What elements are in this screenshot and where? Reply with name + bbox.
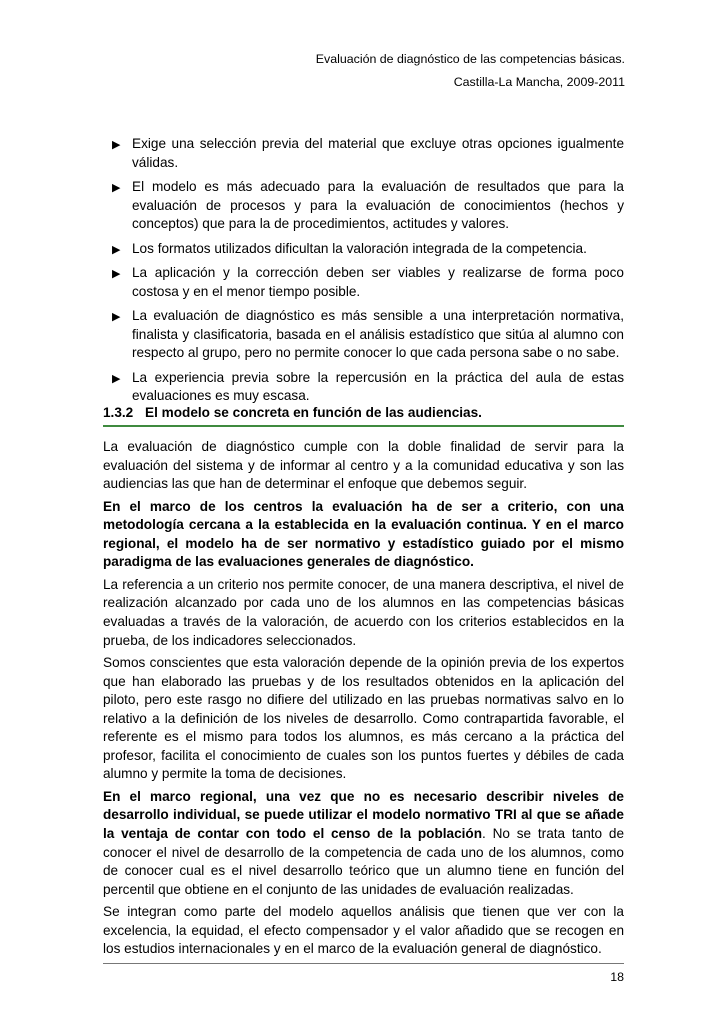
list-item [112, 240, 624, 259]
section-number: 1.3.2 [103, 405, 134, 420]
regular-text: . No se trata tanto de conocer el nivel de desarrollo de la competencia de cada uno de los alumnos, como de conocer cual es el nivel desarrollo teórico que un alumno tiene en función del percentil que obtiene en el conjunto de las unidades de evaluación realizadas. [103, 826, 625, 897]
footer-divider [103, 963, 624, 964]
list-item [112, 178, 624, 234]
list-item-text: Exige una selección previa del material que excluye otras opciones igualmente válidas. [132, 136, 624, 170]
list-item [112, 369, 624, 406]
list-item [112, 135, 624, 172]
list-item-text: La evaluación de diagnóstico es más sensible a una interpretación normativa, finalista y clasificatoria, basada en el análisis estadístico que sitúa al alumno con respecto al grupo, pero no permite conocer lo que cada persona sabe o no sabe. [132, 307, 624, 361]
list-item-text: La experiencia previa sobre la repercusión en la práctica del aula de estas evaluaciones es muy escasa. [132, 369, 624, 404]
body-text [103, 438, 624, 963]
list-item-text: El modelo es más adecuado para la evaluación de resultados que para la evaluación de procesos y para la evaluación de conocimientos (hechos y conceptos) que para la de procedimientos, actitudes y valores. [132, 178, 624, 232]
paragraph: La referencia a un criterio nos permite conocer, de una manera descriptiva, el nivel de realización alcanzado por cada uno de los alumnos en las competencias básicas evaluadas a través de la valoración, de acuerdo con los criterios establecidos en la prueba, de los indicadores seleccionados. [103, 576, 624, 648]
section-heading [103, 404, 624, 422]
paragraph: Somos conscientes que esta valoración depende de la opinión previa de los expertos que han elaborado las pruebas y de los resultados obtenidos en la aplicación del piloto, pero este rasgo no difiere del utilizado en las pruebas normativas salvo en lo relativo a la definición de los niveles de desarrollo. Como contrapartida favorable, el referente es el mismo para todos los alumnos, es más cercano a la práctica del profesor, facilita el conocimiento de cuales son los puntos fuertes y débiles de cada alumno y permite la toma de decisiones. [103, 654, 624, 782]
section-divider [103, 425, 624, 427]
list-item-text: La aplicación y la corrección deben ser viables y realizarse de forma poco costosa y en el menor tiempo posible. [132, 264, 624, 299]
running-header [316, 48, 625, 93]
arrow-right-icon: ▶ [112, 267, 121, 280]
paragraph: La evaluación de diagnóstico cumple con la doble finalidad de servir para la evaluación del sistema y de informar al centro y a la comunidad educativa y son las audiencias las que han de determinar el enfoque que debemos seguir. [103, 439, 624, 492]
section-title: El modelo se concreta en función de las audiencias. [145, 405, 482, 420]
bold-text: En el marco regional, una vez que no es necesario describir niveles de desarrollo individual, se puede utilizar el modelo normativo TRI al que se añade la ventaja de contar con todo el censo de la población [103, 788, 624, 842]
paragraph-bold [103, 498, 624, 572]
arrow-right-icon: ▶ [112, 372, 121, 385]
header-title: Evaluación de diagnóstico de las competencias básicas. [315, 52, 625, 66]
list-item [112, 264, 624, 301]
page-number: 18 [610, 970, 624, 984]
list-item-text: Los formatos utilizados dificultan la valoración integrada de la competencia. [132, 240, 587, 256]
arrow-right-icon: ▶ [112, 181, 121, 194]
arrow-right-icon: ▶ [112, 139, 121, 151]
arrow-right-icon: ▶ [112, 243, 121, 256]
list-item [112, 307, 624, 363]
bold-text: En el marco de los centros la evaluación ha de ser a criterio, con una metodología cercana a la establecida en la evaluación continua. Y en el marco regional, el modelo ha de ser normativo y estadístico guiado por el mismo paradigma de las evaluaciones generales de diagnóstico. [103, 498, 624, 570]
paragraph-mixed [103, 788, 624, 900]
arrow-right-icon: ▶ [112, 310, 121, 323]
bullet-list [112, 135, 624, 412]
header-subtitle: Castilla-La Mancha, 2009-2011 [453, 74, 625, 89]
paragraph: Se integran como parte del modelo aquellos análisis que tienen que ver con la excelencia, la equidad, el efecto compensador y el valor añadido que se recogen en los estudios internacionales y en el marco de la evaluación general de diagnóstico. [103, 904, 624, 957]
